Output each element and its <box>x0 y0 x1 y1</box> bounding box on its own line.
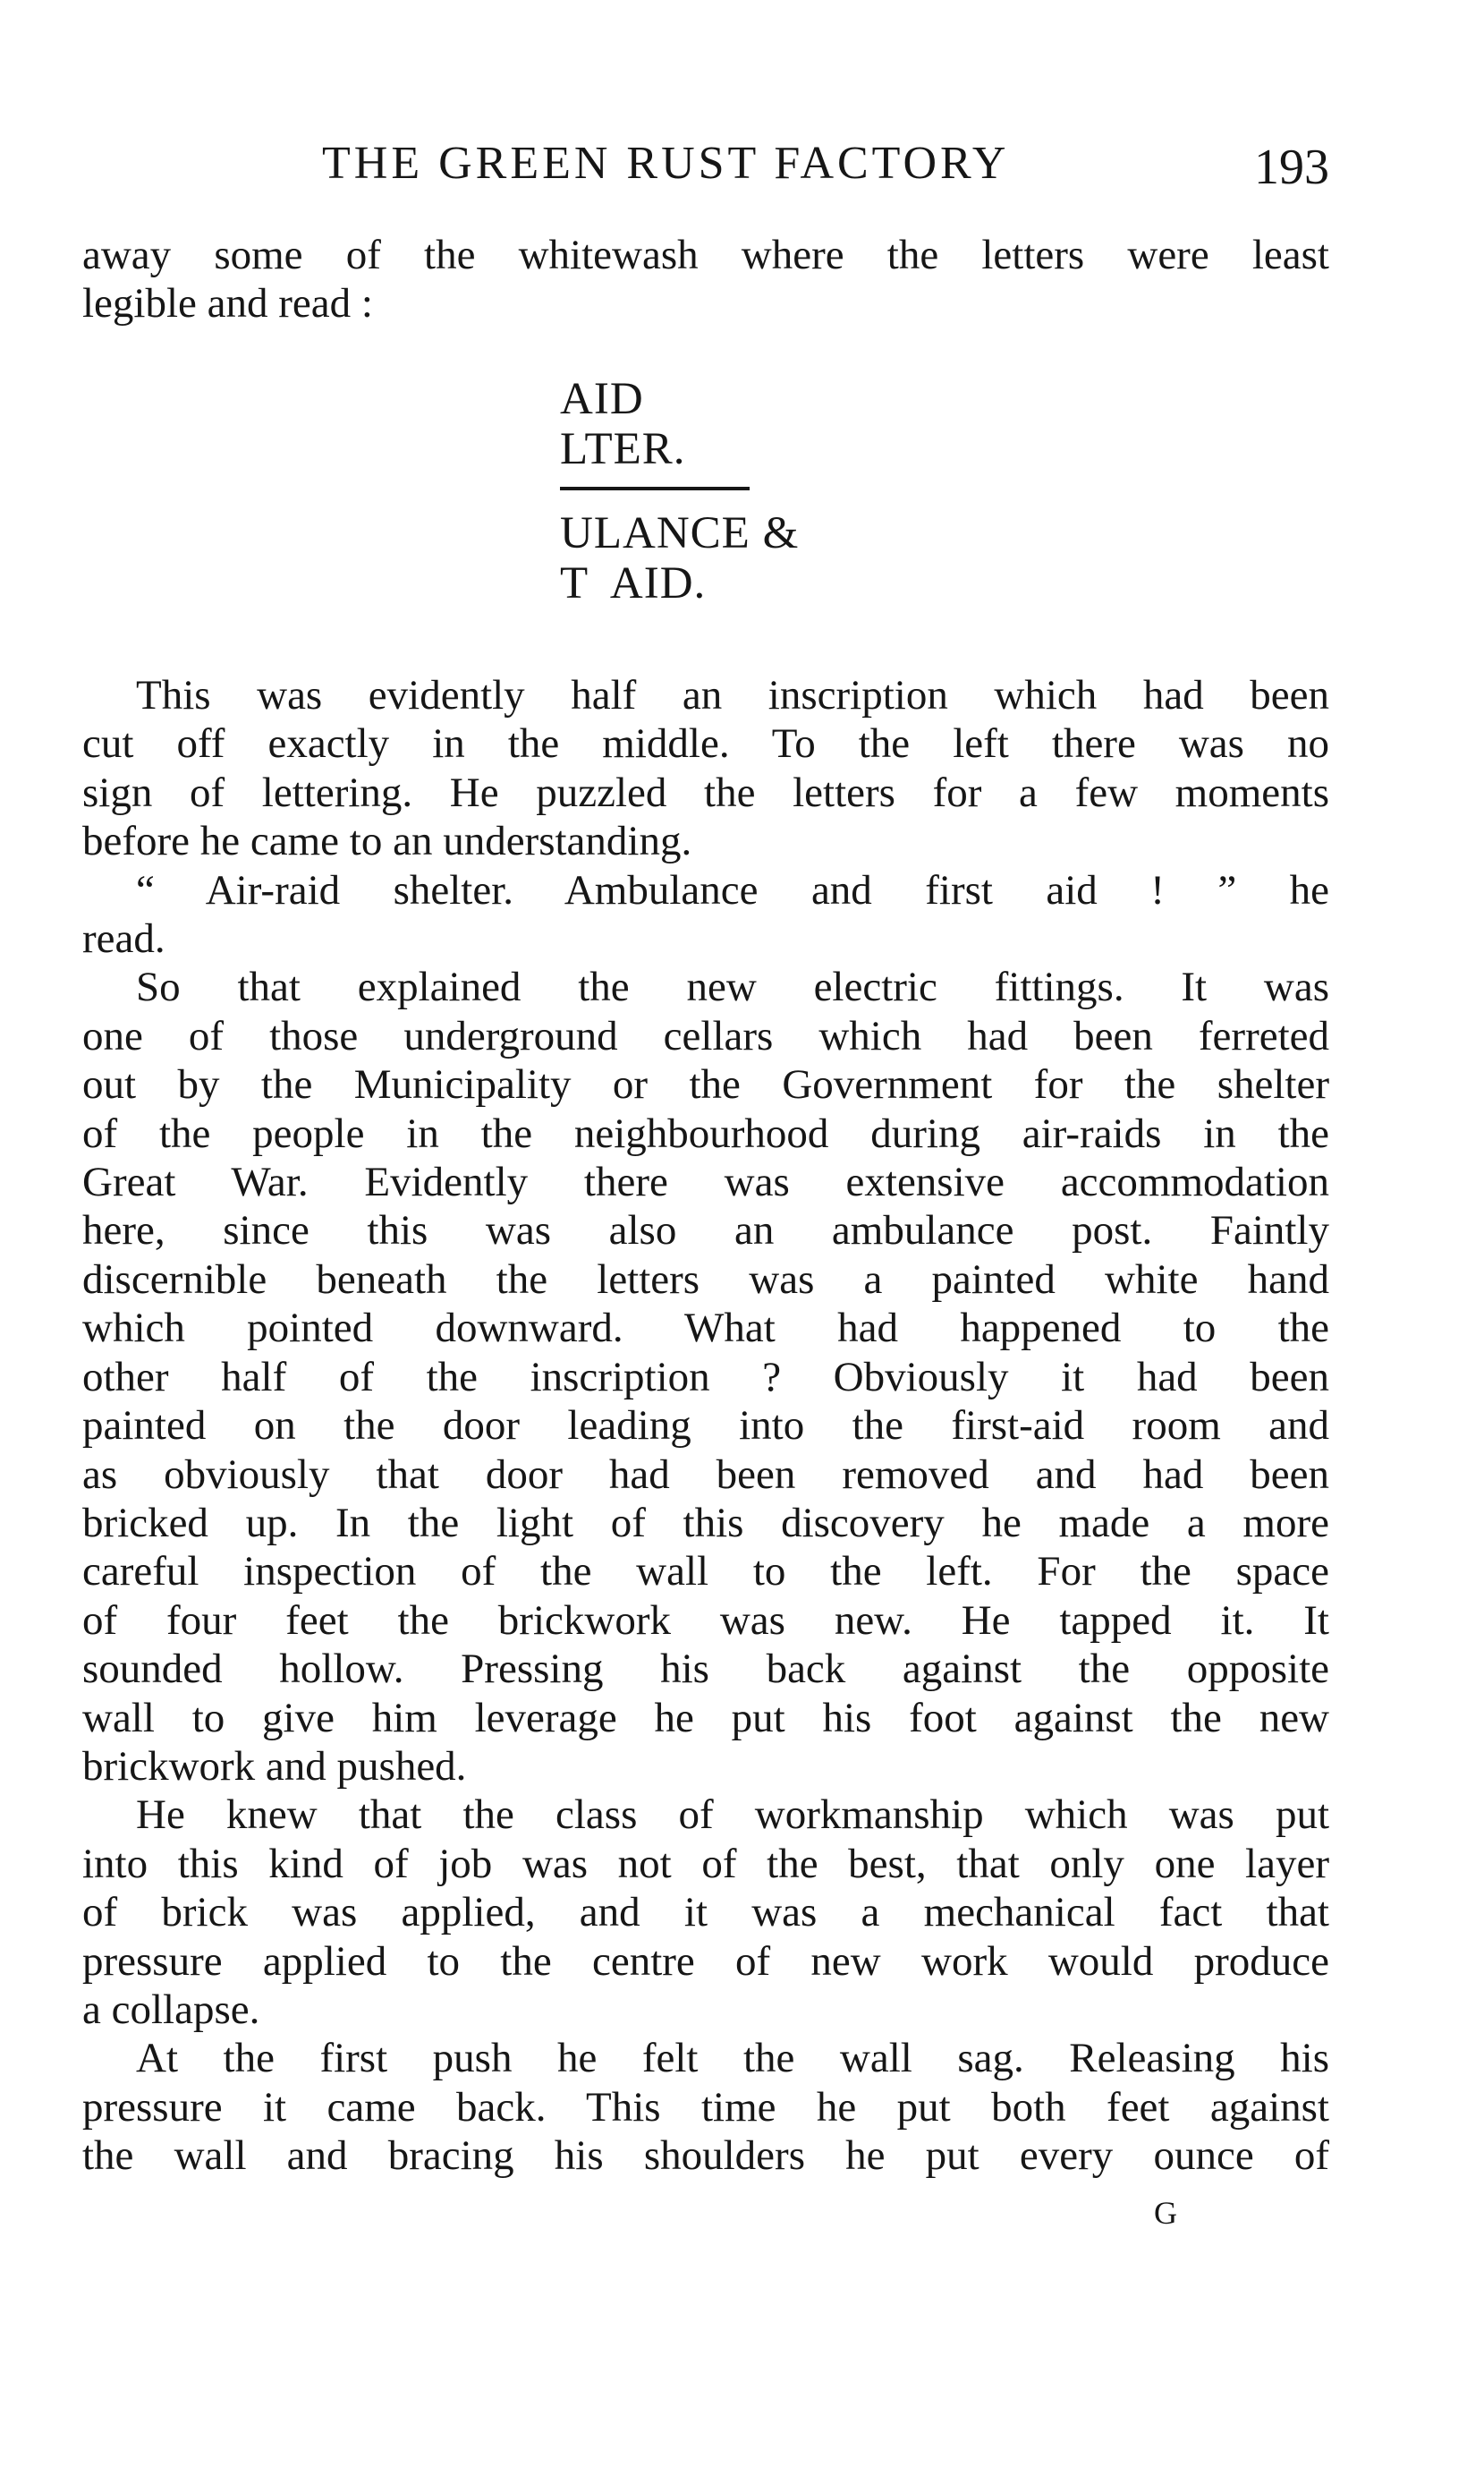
text-line: away some of the whitewash where the letters were least <box>82 232 1329 278</box>
text-line: out by the Municipality or the Government for the shelter <box>82 1061 1329 1109</box>
body-paragraph <box>82 1791 1329 2034</box>
text-line: bricked up. In the light of this discovery he made a more <box>82 1499 1329 1546</box>
text-line: “ Air-raid shelter. Ambulance and first aid ! ” he <box>136 866 1329 914</box>
text-line: At the first push he felt the wall sag. Releasing his <box>136 2035 1329 2082</box>
opening-paragraph <box>82 231 1329 328</box>
text-line: of the people in the neighbourhood during air-raids in the <box>82 1110 1329 1157</box>
text-line: careful inspection of the wall to the left. For the space <box>82 1548 1329 1595</box>
text-line: cut off exactly in the middle. To the left there was no <box>82 720 1329 768</box>
text-line: This was evidently half an inscription which had been <box>136 672 1329 719</box>
text-line: pressure applied to the centre of new work would produce <box>82 1937 1329 1985</box>
text-line: the wall and bracing his shoulders he put every ounce of <box>82 2132 1329 2180</box>
text-line: pressure it came back. This time he put both feet against <box>82 2083 1329 2131</box>
text-line: legible and read : <box>82 280 373 328</box>
text-line: which pointed downward. What had happened to the <box>82 1305 1329 1352</box>
text-line: other half of the inscription ? Obviously it had been <box>82 1353 1329 1400</box>
inscription-line: AID <box>560 374 644 424</box>
text-line: read. <box>82 915 165 963</box>
body-paragraph <box>82 2034 1329 2180</box>
inscription-divider <box>560 487 750 490</box>
text-line: Great War. Evidently there was extensive accommodation <box>82 1159 1329 1206</box>
text-line: sign of lettering. He puzzled the letters for a few moments <box>82 769 1329 816</box>
inscription-line: LTER. <box>560 424 686 474</box>
text-line: as obviously that door had been removed and had been <box>82 1450 1329 1498</box>
text-line: brickwork and pushed. <box>82 1742 467 1790</box>
running-title: THE GREEN RUST FACTORY <box>322 138 1010 189</box>
text-line: before he came to an understanding. <box>82 818 692 865</box>
body-paragraph <box>82 866 1329 964</box>
text-line: So that explained the new electric fittings. It was <box>136 964 1329 1011</box>
inscription-line: T AID. <box>560 558 707 608</box>
signature-mark: G <box>1154 2195 1178 2231</box>
inscription-line: ULANCE & <box>560 508 800 558</box>
text-line: of brick was applied, and it was a mechanical fact that <box>82 1889 1329 1936</box>
text-line: painted on the door leading into the first-aid room and <box>82 1402 1329 1450</box>
opening-text <box>82 231 1329 328</box>
text-line: discernible beneath the letters was a painted white hand <box>82 1255 1329 1303</box>
body-paragraph <box>82 671 1329 866</box>
text-line: here, since this was also an ambulance post. Faintly <box>82 1207 1329 1255</box>
page-number: 193 <box>1254 140 1329 195</box>
inscription <box>560 374 799 608</box>
body-paragraph <box>82 963 1329 1791</box>
text-line: sounded hollow. Pressing his back against the opposite <box>82 1646 1329 1693</box>
text-line: into this kind of job was not of the best, that only one layer <box>82 1840 1329 1887</box>
text-line: He knew that the class of workmanship which was put <box>136 1791 1329 1839</box>
body-text <box>82 671 1329 2181</box>
text-line: wall to give him leverage he put his foot against the new <box>82 1694 1329 1741</box>
text-line: a collapse. <box>82 1986 260 2033</box>
running-head <box>82 132 1329 195</box>
text-line: of four feet the brickwork was new. He tapped it. It <box>82 1596 1329 1644</box>
text-line: one of those underground cellars which had been ferreted <box>82 1012 1329 1059</box>
